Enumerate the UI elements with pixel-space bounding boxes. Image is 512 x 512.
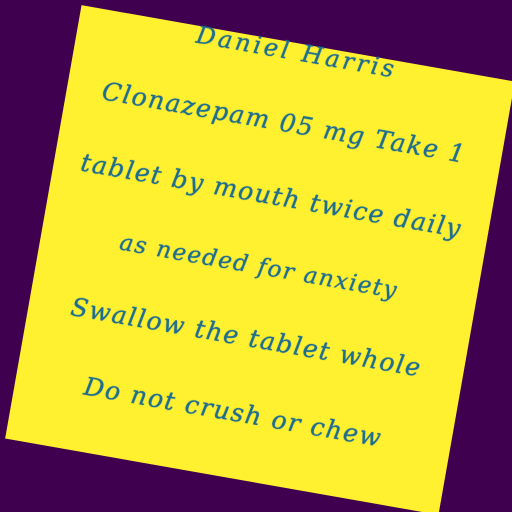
instruction-line-1: Clonazepam 05 mg Take 1	[99, 76, 469, 169]
instruction-line-3: as needed for anxiety	[117, 229, 400, 305]
instruction-line-5: Do not crush or chew	[81, 371, 385, 453]
patient-name: Daniel Harris	[194, 20, 400, 84]
instruction-line-2: tablet by mouth twice daily	[78, 147, 465, 244]
instruction-line-4: Swallow the tablet whole	[68, 292, 425, 383]
prescription-label-card	[5, 5, 512, 512]
